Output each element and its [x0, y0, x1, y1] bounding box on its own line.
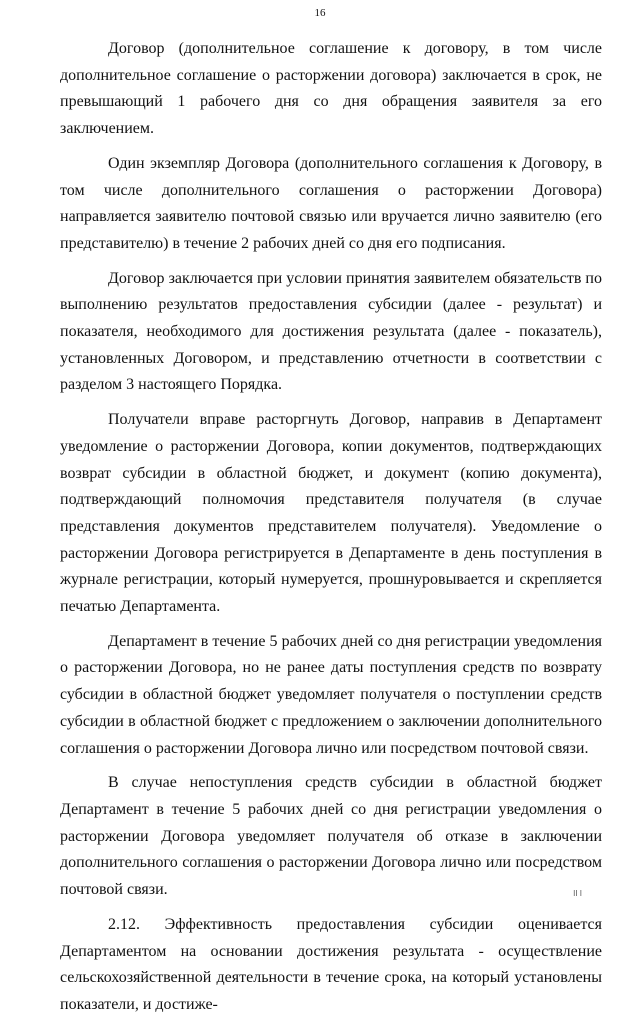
page-number: 16	[314, 7, 326, 19]
paragraph: Договор (дополнительное соглашение к договору, в том числе дополнительное соглашение о расторжении договора) заключается в срок, не превышающий 1 рабочего дня со дня обращения заявителя за его заключением.	[60, 40, 602, 138]
paragraph: Один экземпляр Договора (дополнительного соглашения к Договору, в том числе дополнительного соглашения о расторжении Договора) направляется заявителю почтовой связью или вручается лично заявителю (его представителю) в течение 2 рабочих дней со дня его подписания.	[60, 154, 602, 252]
document-body	[60, 36, 602, 1027]
paragraph: Договор заключается при условии принятия заявителем обязательств по выполнению результатов предоставления субсидии (далее - результат) и показателя, необходимого для достижения результата (далее - показатель), установленных Договором, и представлению отчетности в соответствии с разделом 3 настоящего Порядка.	[60, 269, 602, 394]
paragraph: Департамент в течение 5 рабочих дней со дня регистрации уведомления о расторжении Договора, но не ранее даты поступления средств по возврату субсидии в областной бюджет уведомляет получателя о поступлении средств субсидии в областной бюджет с предложением о заключении дополнительного соглашения о расторжении Договора лично или посредством почтовой связи.	[60, 632, 602, 757]
paragraph: Получатели вправе расторгнуть Договор, направив в Департамент уведомление о расторжении Договора, копии документов, подтверждающих возврат субсидии в областной бюджет, и документ (копию документа), подтверждающий полномочия представителя получателя (в случае представления документов представителем получателя). Уведомление о расторжении Договора регистрируется в Департаменте в день поступления в журнале регистрации, который нумеруется, прошнуровывается и скрепляется печатью Департамента.	[60, 411, 602, 616]
paragraph: В случае непоступления средств субсидии в областной бюджет Департамент в течение 5 рабочих дней со дня регистрации уведомления о расторжении Договора уведомляет получателя об отказе в заключении дополнительного соглашения о расторжении Договора лично или посредством почтовой связи.	[60, 774, 602, 899]
footer-scan-mark: II I	[573, 889, 582, 898]
paragraph: 2.12. Эффективность предоставления субсидии оценивается Департаментом на основании достижения результата - осуществление сельскохозяйственной деятельности в течение срока, на который установлены показатели, и достиже-	[60, 915, 602, 1013]
